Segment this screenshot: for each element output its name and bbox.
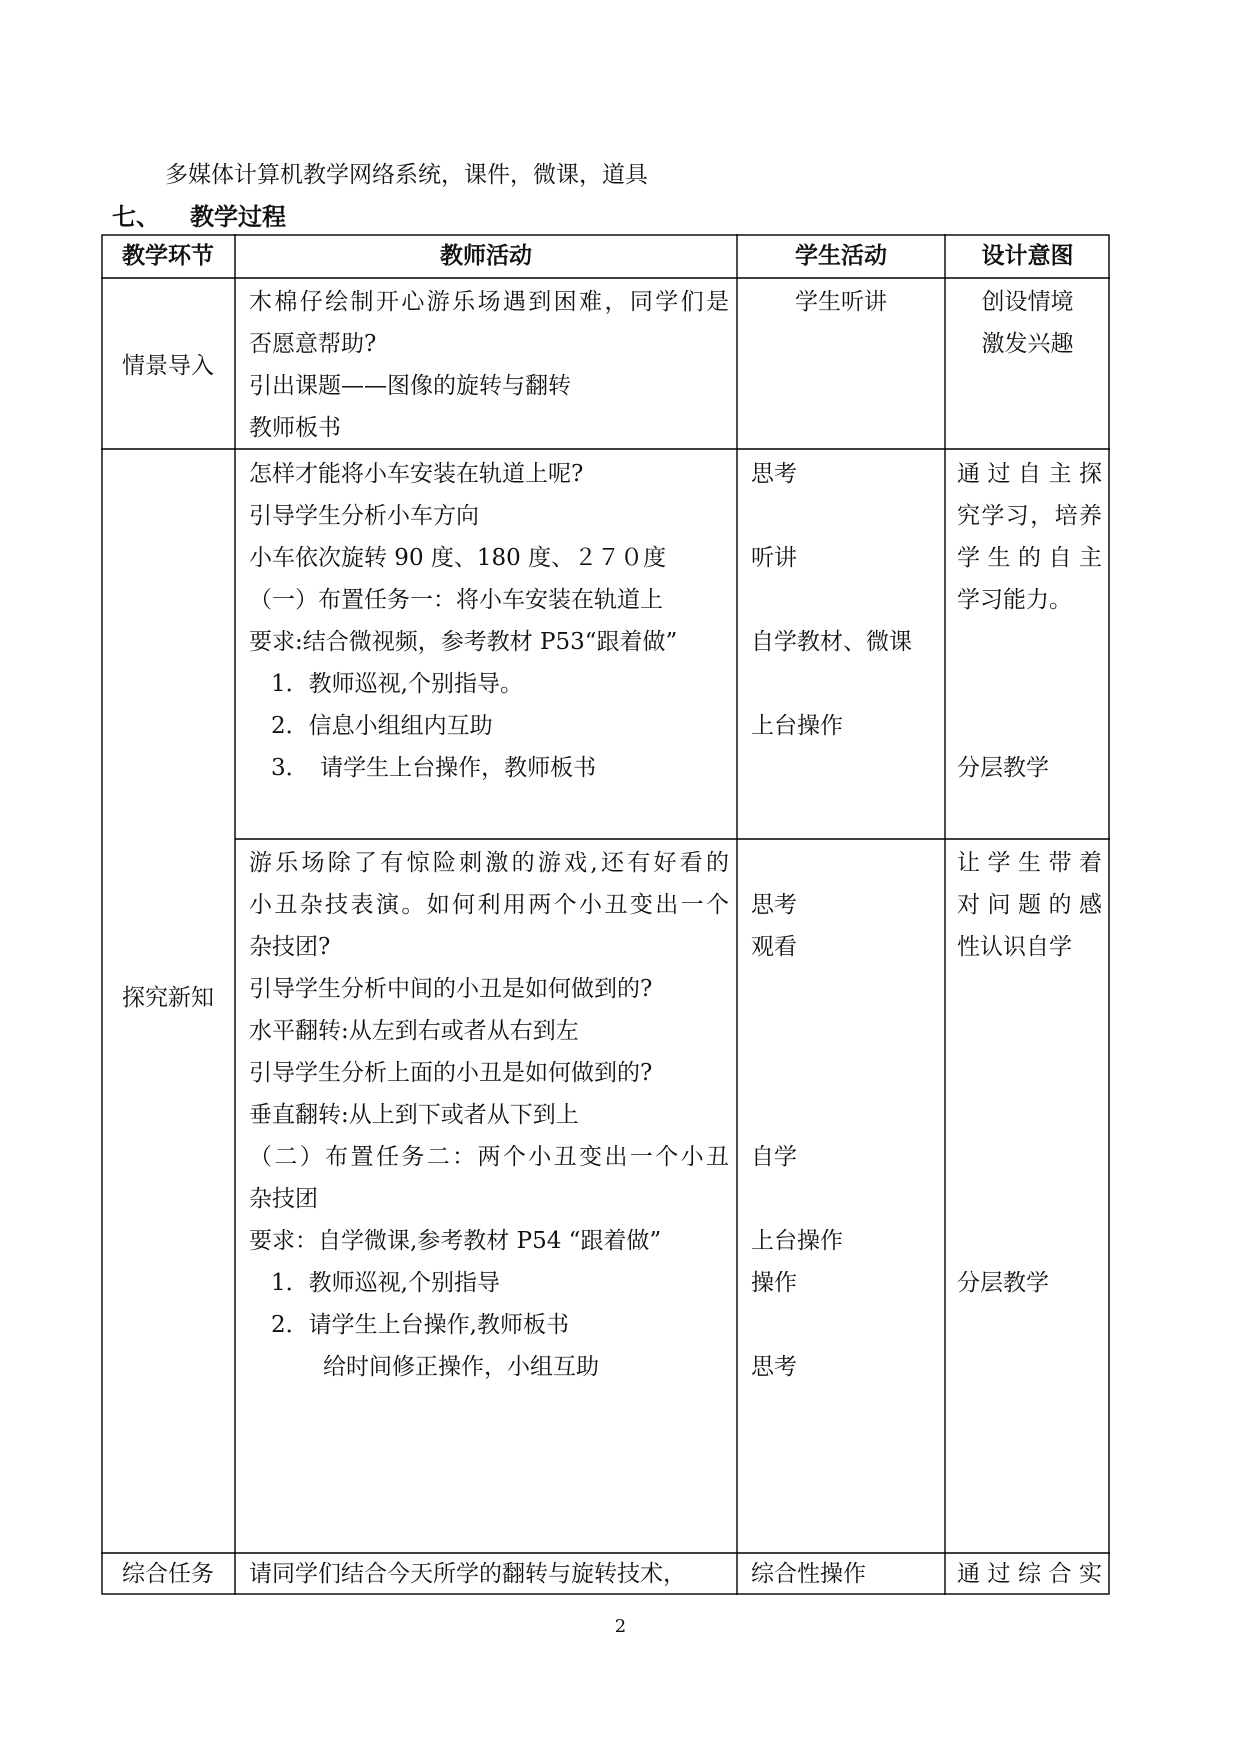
intent-cell-intro [945,281,1110,365]
teacher-line: 怎样才能将小车安装在轨道上呢? [249,461,584,487]
intent-line [957,1136,1102,1178]
teacher-line: 2．请学生上台操作,教师板书 [271,1312,569,1338]
student-line: 观看 [751,934,797,960]
intent-line: 究学习，培养 [957,503,1102,529]
student-line [751,579,941,621]
stage-cell-explore: 探究新知 [122,985,214,1011]
student-line: 思考 [751,892,797,918]
teacher-line: 杂技团 [249,1186,318,1212]
teacher-line: 木棉仔绘制开心游乐场遇到困难，同学们是 [249,289,729,315]
intent-line: 激发兴趣 [981,331,1074,357]
teacher-line: 引导学生分析小车方向 [249,503,479,529]
teacher-line: 3． 请学生上台操作，教师板书 [271,755,597,781]
student-line [751,1052,941,1094]
intent-line [957,705,1102,747]
intent-line [957,1094,1102,1136]
header-teacher: 教师活动 [440,242,532,269]
header-student: 学生活动 [795,242,887,269]
intent-line [957,663,1102,705]
teacher-cell-task1 [249,453,729,789]
student-line: 上台操作 [751,713,843,739]
student-line: 综合性操作 [751,1561,866,1587]
student-line: 自学教材、微课 [751,629,912,655]
student-line: 上台操作 [751,1228,843,1254]
teacher-line: （一）布置任务一：将小车安装在轨道上 [249,587,663,613]
student-line [751,1010,941,1052]
page-number: 2 [614,1616,627,1637]
intent-line: 分层教学 [957,755,1049,781]
teacher-cell-synthesis [249,1553,729,1595]
student-cell-intro [737,281,945,323]
intent-cell-task2 [957,842,1102,1304]
student-line: 听讲 [751,545,797,571]
stage-cell-synthesis: 综合任务 [122,1561,214,1587]
teacher-line: 给时间修正操作，小组互助 [323,1354,599,1380]
teacher-line: 杂技团? [249,934,331,960]
student-line [751,842,941,884]
section-title: 教学过程 [190,202,286,231]
student-cell-task1 [751,453,941,747]
teacher-line: 要求:结合微视频，参考教材 P53“跟着做” [249,629,678,655]
student-line [751,1304,941,1346]
intent-line [957,1052,1102,1094]
student-line [751,968,941,1010]
student-line [751,1178,941,1220]
teacher-line: 要求：自学微课,参考教材 P54 “跟着做” [249,1228,662,1254]
section-number: 七、 [112,202,160,231]
stage-cell-intro: 情景导入 [122,353,214,379]
teacher-cell-task2 [249,842,729,1388]
teacher-line: 引出课题——图像的旋转与翻转 [249,373,571,399]
intent-cell-task1 [957,453,1102,789]
intent-line: 通过综合实 [957,1561,1102,1587]
teacher-cell-intro [249,281,729,449]
student-line: 学生听讲 [795,289,887,315]
teacher-line: 小丑杂技表演。如何利用两个小丑变出一个 [249,892,729,918]
section-heading [112,200,286,234]
intent-cell-synthesis [957,1553,1102,1595]
teacher-line: 引导学生分析中间的小丑是如何做到的? [249,976,653,1002]
student-line [751,495,941,537]
intent-line: 创设情境 [981,289,1074,315]
teacher-line: 否愿意帮助? [249,331,377,357]
teacher-line: （二）布置任务二：两个小丑变出一个小丑 [249,1144,729,1170]
teacher-line: 游乐场除了有惊险刺激的游戏,还有好看的 [249,850,729,876]
intent-line: 分层教学 [957,1270,1049,1296]
student-line: 自学 [751,1144,797,1170]
teacher-line: 水平翻转:从左到右或者从右到左 [249,1018,579,1044]
intent-line [957,1178,1102,1220]
student-line: 思考 [751,461,797,487]
intent-line: 性认识自学 [957,934,1072,960]
student-line: 思考 [751,1354,797,1380]
teacher-line: 垂直翻转:从上到下或者从下到上 [249,1102,579,1128]
teacher-line: 引导学生分析上面的小丑是如何做到的? [249,1060,653,1086]
teacher-line: 教师板书 [249,415,341,441]
teacher-line: 请同学们结合今天所学的翻转与旋转技术， [249,1561,686,1587]
teaching-process-table [101,234,1110,1595]
teacher-line: 2．信息小组组内互助 [271,713,493,739]
teacher-line: 1．教师巡视,个别指导。 [271,671,523,697]
student-cell-task2 [751,842,941,1388]
intro-line: 多媒体计算机教学网络系统，课件，微课，道具 [165,162,648,188]
intent-line [957,1010,1102,1052]
intent-line [957,1220,1102,1262]
intent-line [957,968,1102,1010]
intent-line [957,621,1102,663]
student-line: 操作 [751,1270,797,1296]
intent-line: 让学生带着 [957,850,1102,876]
header-stage: 教学环节 [122,242,214,269]
student-cell-synthesis [751,1553,941,1595]
student-line [751,1094,941,1136]
teacher-line: 1．教师巡视,个别指导 [271,1270,500,1296]
intent-line: 对问题的感 [957,892,1102,918]
student-line [751,663,941,705]
teacher-line: 小车依次旋转 90 度、180 度、２７０度 [249,545,667,571]
intent-line: 通过自主探 [957,461,1102,487]
intent-line: 学习能力。 [957,587,1072,613]
intent-line: 学生的自主 [957,545,1102,571]
header-intent: 设计意图 [981,242,1074,269]
